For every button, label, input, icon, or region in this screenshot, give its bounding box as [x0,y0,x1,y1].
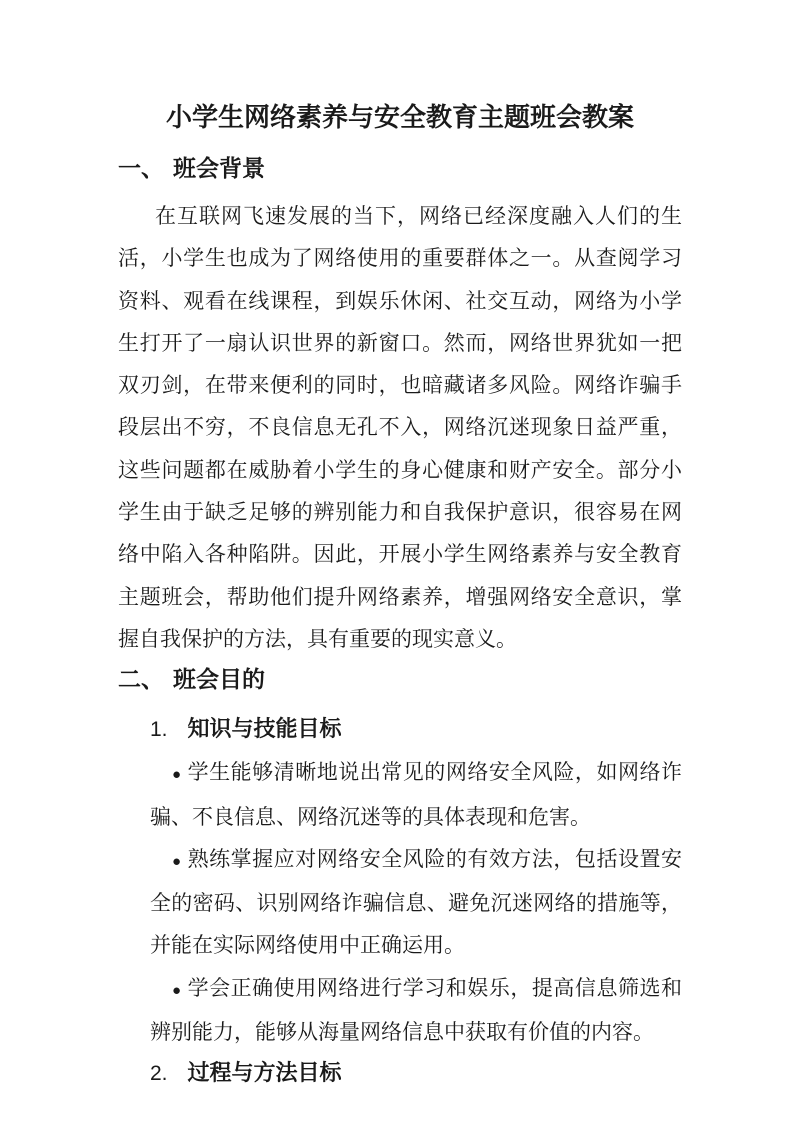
list-item [150,968,682,1055]
subheading-knowledge-number: 1. [150,718,168,742]
bullet-icon: ● [172,981,182,999]
background-paragraph: 在互联网飞速发展的当下，网络已经深度融入人们的生活，小学生也成为了网络使用的重要群体之一。从查阅学习资料、观看在线课程，到娱乐休闲、社交互动，网络为小学生打开了一扇认识世界的新窗口。然而，网络世界犹如一把双刃剑，在带来便利的同时，也暗藏诸多风险。网络诈骗手段层出不穷，不良信息无孔不入，网络沉迷现象日益严重，这些问题都在威胁着小学生的身心健康和财产安全。部分小学生由于缺乏足够的辨别能力和自我保护意识，很容易在网络中陷入各种陷阱。因此，开展小学生网络素养与安全教育主题班会，帮助他们提升网络素养，增强网络安全意识，掌握自我保护的方法，具有重要的现实意义。 [118,205,682,651]
section-purpose-number: 二、 [118,666,164,693]
list-item-text: 学会正确使用网络进行学习和娱乐，提高信息筛选和辨别能力，能够从海量网络信息中获取有价值的内容。 [150,976,683,1045]
section-purpose-label: 班会目的 [173,666,265,693]
document-content [118,0,682,1089]
list-item [150,839,682,968]
section-heading-background [118,153,682,183]
section-background-label: 班会背景 [173,155,265,181]
subheading-process-label: 过程与方法目标 [187,1060,342,1086]
section-background-number: 一、 [118,155,164,181]
knowledge-goals-list [150,752,682,1054]
section-heading-purpose [118,664,682,694]
subheading-process-method-goals [150,1058,682,1089]
subheading-knowledge-label: 知识与技能目标 [187,716,342,742]
bullet-icon: ● [172,852,182,870]
list-item-text: 学生能够清晰地说出常见的网络安全风险，如网络诈骗、不良信息、网络沉迷等的具体表现和危害。 [150,761,683,829]
document-title: 小学生网络素养与安全教育主题班会教案 [165,102,634,132]
bullet-icon: ● [172,766,182,784]
list-item [150,752,682,839]
list-item-text: 熟练掌握应对网络安全风险的有效方法，包括设置安全的密码、识别网络诈骗信息、避免沉迷网络的措施等，并能在实际网络使用中正确运用。 [150,847,683,958]
subheading-process-number: 2. [150,1062,168,1086]
subheading-knowledge-skill-goals [150,714,682,745]
